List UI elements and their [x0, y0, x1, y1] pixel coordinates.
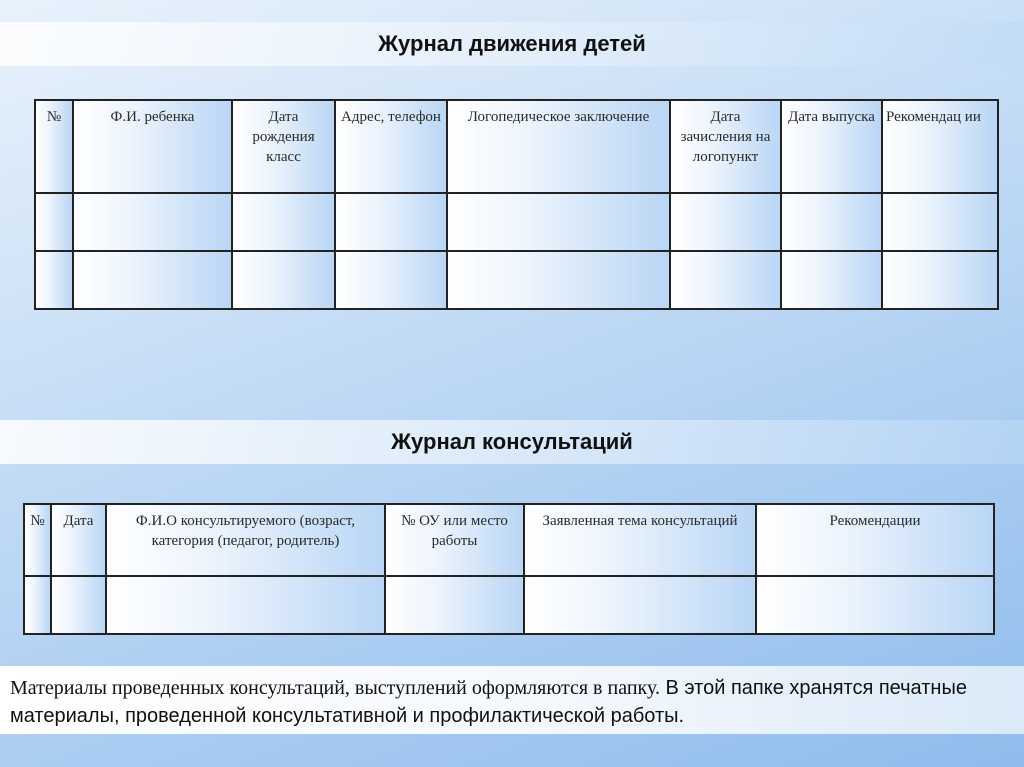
column-header-consultee-name: Ф.И.О консультируемого (возраст, категория (педагог, родитель)	[106, 504, 385, 576]
journal-2-title: Журнал консультаций	[391, 429, 633, 454]
table-cell	[73, 251, 232, 309]
table-cell	[335, 251, 447, 309]
table-cell	[385, 576, 524, 634]
column-header-consultation-topic: Заявленная тема консультаций	[524, 504, 756, 576]
table-cell	[232, 193, 335, 251]
table-row	[35, 193, 998, 251]
table-cell	[51, 576, 106, 634]
column-header-birth-date-class: Дата рождения класс	[232, 100, 335, 193]
column-header-child-name: Ф.И. ребенка	[73, 100, 232, 193]
table-cell	[35, 193, 73, 251]
table-cell	[882, 251, 998, 309]
table-cell	[232, 251, 335, 309]
note-text	[10, 674, 1018, 730]
note-part-1: Материалы проведенных консультаций, выступлений оформляются в папку.	[10, 677, 660, 699]
table-cell	[781, 251, 882, 309]
table-cell	[756, 576, 994, 634]
table-cell	[24, 576, 51, 634]
column-header-workplace: № ОУ или место работы	[385, 504, 524, 576]
table-row	[24, 576, 994, 634]
column-header-recommendations: Рекомендац ии	[882, 100, 998, 193]
table-cell	[335, 193, 447, 251]
column-header-date: Дата	[51, 504, 106, 576]
journal-1-table	[34, 99, 999, 310]
table-cell	[882, 193, 998, 251]
column-header-number: №	[24, 504, 51, 576]
column-header-address-phone: Адрес, телефон	[335, 100, 447, 193]
table-cell	[524, 576, 756, 634]
column-header-recommendations: Рекомендации	[756, 504, 994, 576]
column-header-enrollment-date: Дата зачисления на логопункт	[670, 100, 781, 193]
table-cell	[447, 193, 670, 251]
table-cell	[447, 251, 670, 309]
table-cell	[670, 193, 781, 251]
table-cell	[73, 193, 232, 251]
table-cell	[670, 251, 781, 309]
journal-1-title: Журнал движения детей	[378, 31, 646, 56]
table-cell	[106, 576, 385, 634]
column-header-speech-conclusion: Логопедическое заключение	[447, 100, 670, 193]
note-part-2: В этой папке хранятся печатные материалы, проведенной консультативной и профилактической работы.	[10, 677, 967, 727]
column-header-graduation-date: Дата выпуска	[781, 100, 882, 193]
column-header-number: №	[35, 100, 73, 193]
table-row	[35, 251, 998, 309]
journal-2-table	[23, 503, 995, 635]
table-header-row	[35, 100, 998, 193]
table-cell	[35, 251, 73, 309]
table-cell	[781, 193, 882, 251]
table-header-row	[24, 504, 994, 576]
